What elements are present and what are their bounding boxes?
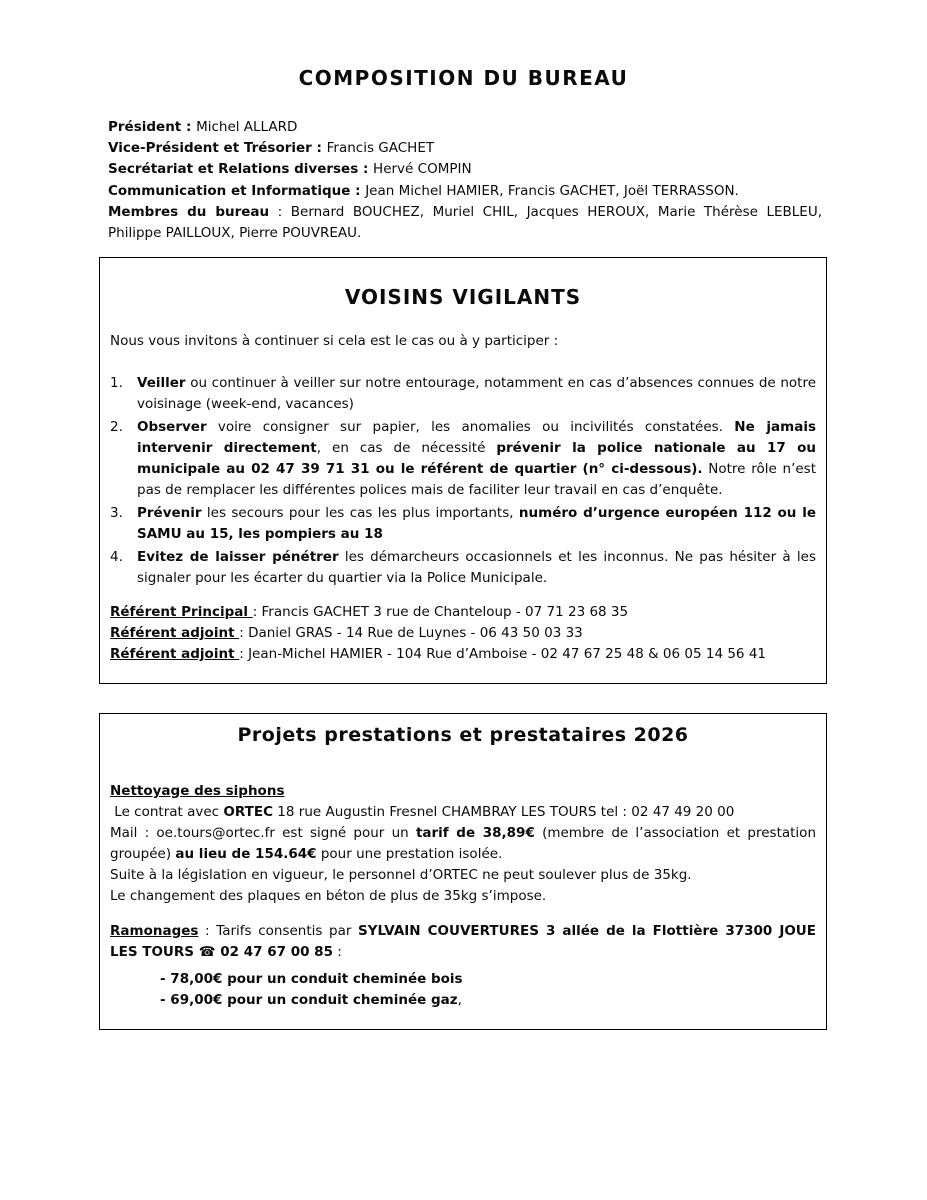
bureau-line-president: Président : Michel ALLARD — [108, 119, 298, 135]
voisins-vigilants-box — [99, 257, 827, 684]
projets-box — [99, 713, 827, 1030]
siphons-plaques-line: Le changement des plaques en béton de plus de 35kg s’impose. — [110, 888, 547, 904]
referent-principal-line: Référent Principal : Francis GACHET 3 rue de Chanteloup - 07 71 23 68 35 — [110, 604, 629, 620]
list-item-prevenir — [110, 503, 816, 545]
list-number: 3. — [110, 505, 123, 521]
siphons-heading: Nettoyage des siphons — [110, 783, 285, 799]
voisins-intro: Nous vous invitons à continuer si cela est le cas ou à y participer : — [110, 333, 559, 349]
list-item-text: Veiller ou continuer à veiller sur notre entourage, notamment en cas d’absences connues de notre voisinage (week-end, vacances) — [137, 375, 816, 412]
voisins-list — [110, 373, 816, 589]
list-number: 1. — [110, 375, 123, 391]
siphons-contract-line: Le contrat avec ORTEC 18 rue Augustin Fresnel CHAMBRAY LES TOURS tel : 02 47 49 20 00 — [110, 804, 735, 820]
list-number: 2. — [110, 419, 123, 435]
tarif-gaz-line: - 69,00€ pour un conduit cheminée gaz, — [160, 992, 462, 1008]
bureau-line-vice-president: Vice-Président et Trésorier : Francis GACHET — [108, 140, 435, 157]
siphons-mail-line: Mail : oe.tours@ortec.fr est signé pour un tarif de 38,89€ (membre de l’association et prestation groupée) au lieu de 154.64€ pour une prestation isolée. — [110, 825, 817, 862]
list-item-text: Observer voire consigner sur papier, les anomalies ou incivilités constatées. Ne jamais intervenir directement, en cas de nécessité prévenir la police nationale au 17 ou municipale au 02 47 39 71 31 ou le référent de quartier (n° ci-dessous). Notre rôle n’est pas de remplacer les différentes polices mais de faciliter leur travail en cas d’enquête. — [137, 419, 817, 498]
ramonages-tarifs — [110, 969, 816, 1011]
siphons-legislation-line: Suite à la législation en vigueur, le personnel d’ORTEC ne peut soulever plus de 35kg. — [110, 867, 692, 883]
tarif-bois-line: - 78,00€ pour un conduit cheminée bois — [160, 971, 463, 987]
list-number: 4. — [110, 549, 123, 565]
referent-adjoint-line-2: Référent adjoint : Jean-Michel HAMIER - 104 Rue d’Amboise - 02 47 67 25 48 & 06 05 14 56 41 — [110, 646, 766, 662]
projets-title: Projets prestations et prestataires 2026 — [237, 724, 689, 746]
list-item-veiller — [110, 373, 816, 415]
bureau-line-communication: Communication et Informatique : Jean Michel HAMIER, Francis GACHET, Joël TERRASSON. — [108, 182, 739, 199]
list-item-evitez — [110, 547, 816, 589]
bureau-section — [108, 117, 822, 244]
referent-adjoint-line-1: Référent adjoint : Daniel GRAS - 14 Rue de Luynes - 06 43 50 03 33 — [110, 625, 583, 641]
list-item-text: Prévenir les secours pour les cas les plus importants, numéro d’urgence européen 112 ou le SAMU au 15, les pompiers au 18 — [137, 505, 816, 542]
list-item-text: Evitez de laisser pénétrer les démarcheurs occasionnels et les inconnus. Ne pas hésiter à les signaler pour les écarter du quartier via la Police Municipale. — [137, 549, 816, 586]
voisins-vigilants-title: VOISINS VIGILANTS — [344, 285, 582, 309]
referents-section — [110, 602, 816, 665]
list-item-observer — [110, 417, 816, 501]
bureau-line-membres: Membres du bureau : Bernard BOUCHEZ, Muriel CHIL, Jacques HEROUX, Marie Thérèse LEBLEU, Philippe PAILLOUX, Pierre POUVREAU. — [108, 203, 823, 242]
page-title: COMPOSITION DU BUREAU — [298, 66, 629, 90]
ramonages-line: Ramonages : Tarifs consentis par SYLVAIN COUVERTURES 3 allée de la Flottière 37300 JOUE LES TOURS ☎ 02 47 67 00 85 : — [110, 923, 816, 960]
bureau-line-secretariat: Secrétariat et Relations diverses : Hervé COMPIN — [108, 161, 472, 178]
